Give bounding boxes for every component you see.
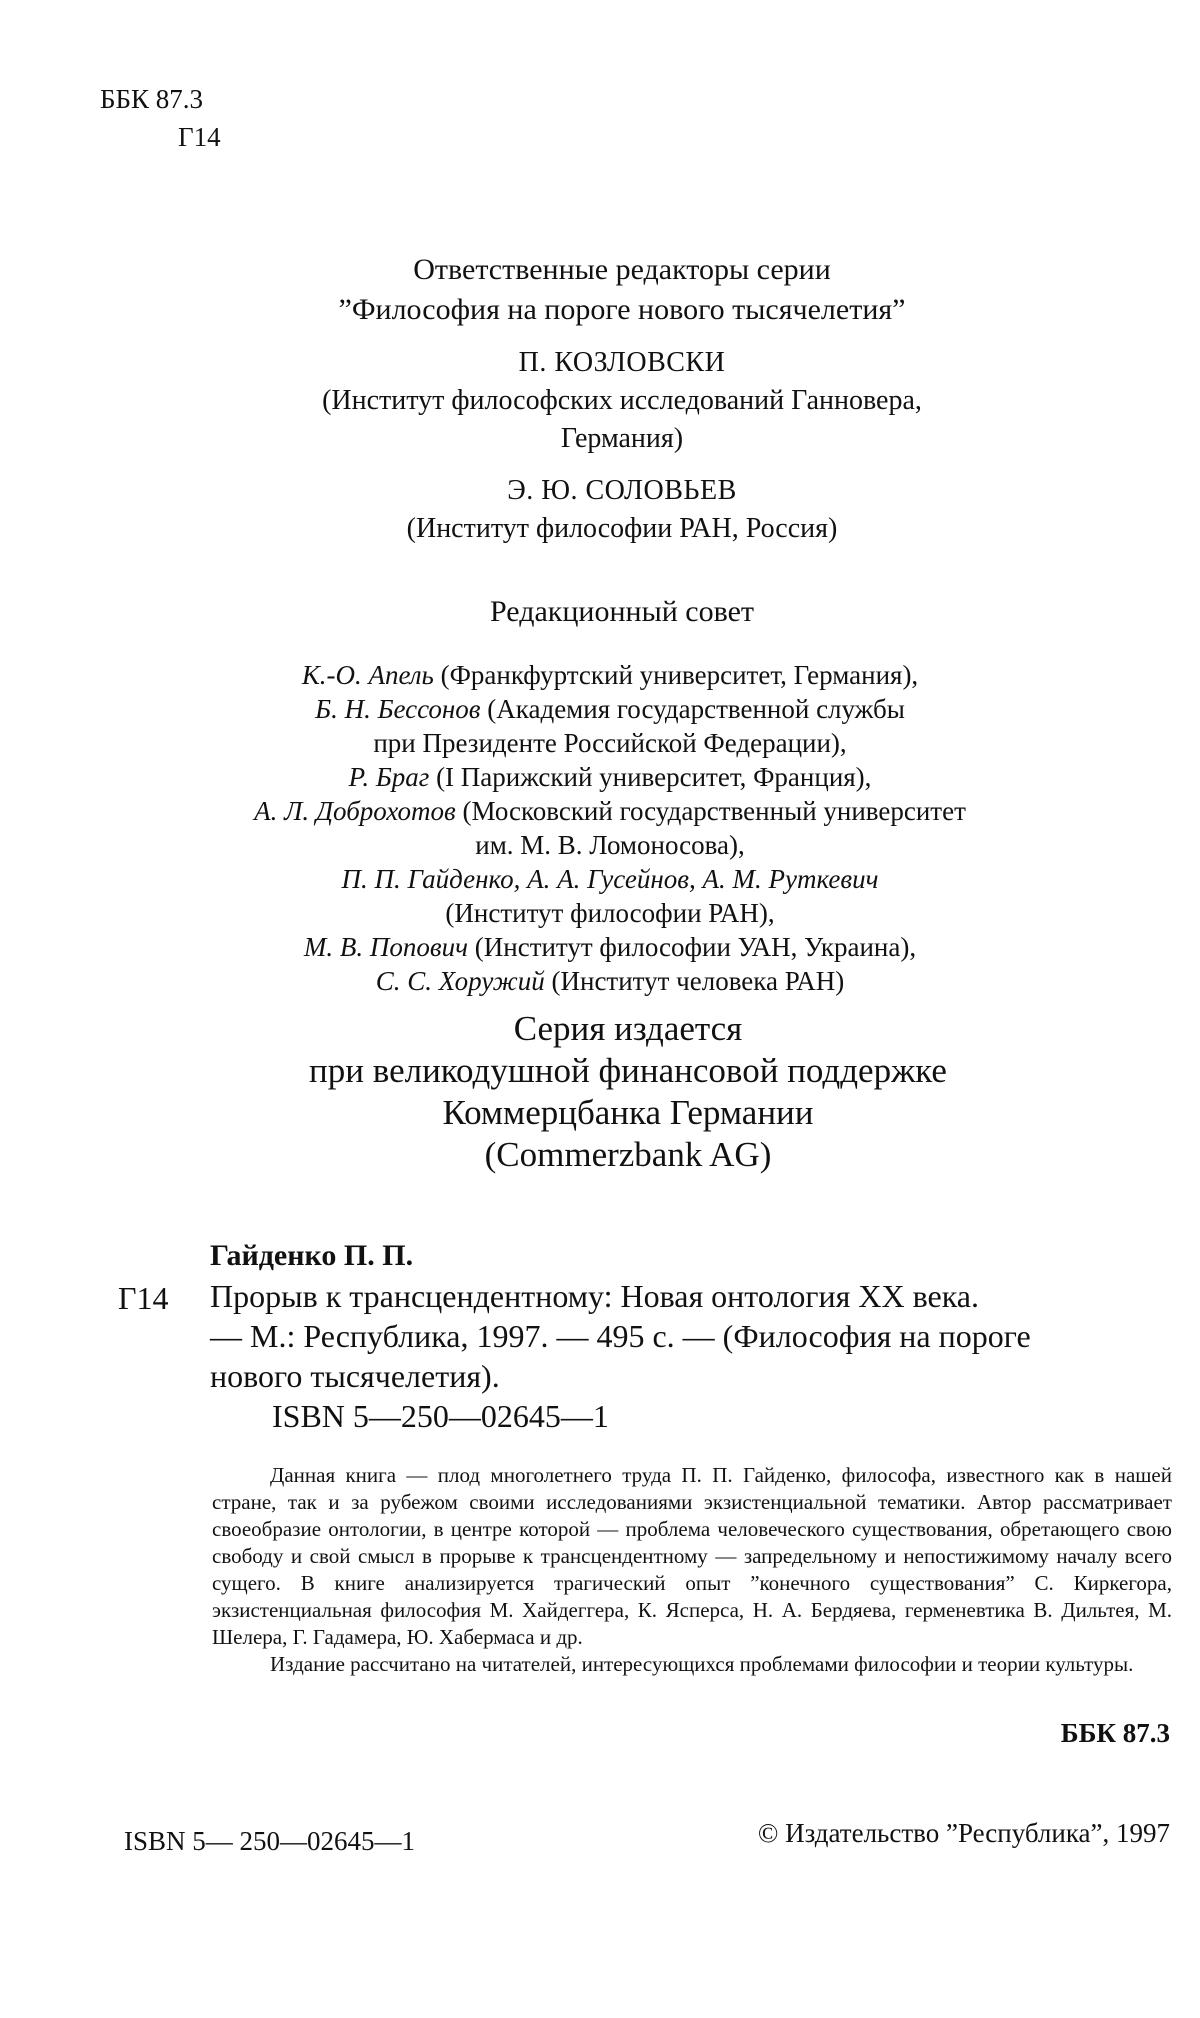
bbk-index: ББК 87.3 (100, 84, 204, 114)
bbk-footer: ББК 87.3 (1060, 1718, 1170, 1748)
board-member-affiliation: (Институт философии РАН), (445, 898, 775, 928)
catalog-title-line1: Прорыв к трансцендентному: Новая онтология XX века. (210, 1278, 979, 1314)
editor2-name: Э. Ю. СОЛОВЬЕВ (507, 475, 737, 506)
editor2-affiliation: (Институт философии РАН, Россия) (406, 513, 838, 544)
catalog-title-line2: — М.: Республика, 1997. — 495 с. — (Философия на пороге (210, 1318, 1031, 1354)
sponsor-line2: при великодушной финансовой поддержке (309, 1051, 947, 1090)
catalog-author: Гайденко П. П. (210, 1239, 414, 1272)
sponsor-line1: Серия издается (513, 1009, 743, 1048)
board-member-affiliation: (Институт человека РАН) (544, 966, 845, 996)
board-member-affiliation: (Академия государственной службы (480, 694, 905, 724)
board-title: Редакционный совет (489, 595, 755, 628)
board-member-line (10, 828, 1200, 862)
board-member-line (10, 964, 1200, 998)
board-members (10, 658, 1200, 998)
catalog-code: Г14 (118, 1280, 169, 1316)
board-member-name: П. П. Гайденко, А. А. Гусейнов, А. М. Руткевич (341, 864, 879, 894)
annotation (212, 1462, 1172, 1678)
catalog-record (210, 1236, 1170, 1436)
isbn-footer: ISBN 5— 250—02645—1 (124, 1826, 416, 1856)
copyright-notice: © Издательство ”Республика”, 1997 (757, 1818, 1170, 1848)
board-member-affiliation: (I Парижский университет, Франция), (429, 762, 872, 792)
board-member-affiliation: (Московский государственный университет (455, 796, 966, 826)
board-member-line (10, 726, 1200, 760)
editor1-affiliation-line1: (Институт философских исследований Ганновера, (322, 385, 922, 416)
board-member-line (10, 896, 1200, 930)
board-member-affiliation: при Президенте Российской Федерации), (373, 728, 847, 758)
board-member-line (10, 760, 1200, 794)
catalog-title-line3: нового тысячелетия). (210, 1358, 500, 1394)
board-member-name: Р. Браг (348, 762, 430, 792)
board-member-name: Б. Н. Бессонов (315, 694, 481, 724)
board-member-name: А. Л. Доброхотов (254, 796, 456, 826)
board-member-affiliation: (Франкфуртский университет, Германия), (433, 660, 919, 690)
board-member-line (10, 692, 1200, 726)
board-member-line (10, 930, 1200, 964)
editors-title-line1: Ответственные редакторы серии (413, 253, 831, 286)
sponsor-note (28, 1008, 1200, 1176)
catalog-isbn: ISBN 5—250—02645—1 (272, 1398, 609, 1434)
board-member-name: К.-О. Апель (301, 660, 434, 690)
series-editors (22, 250, 1200, 548)
editorial-board (22, 592, 1200, 632)
author-code: Г14 (178, 122, 221, 152)
board-member-line (10, 658, 1200, 692)
board-member-name: М. В. Попович (303, 932, 469, 962)
sponsor-line4: (Commerzbank AG) (484, 1135, 772, 1174)
board-member-name: С. С. Хоружий (375, 966, 545, 996)
editor1-affiliation-line2: Германия) (560, 423, 684, 454)
board-member-line (10, 794, 1200, 828)
board-member-line (10, 862, 1200, 896)
sponsor-line3: Коммерцбанка Германии (442, 1093, 814, 1132)
editors-title-line2: ”Философия на пороге нового тысячелетия” (338, 293, 906, 326)
annotation-paragraph2: Издание рассчитано на читателей, интересующихся проблемами философии и теории культуры. (270, 1652, 1134, 1676)
board-member-affiliation: (Институт философии УАН, Украина), (468, 932, 917, 962)
board-member-affiliation: им. М. В. Ломоносова), (475, 830, 745, 860)
annotation-paragraph1: Данная книга — плод многолетнего труда П. П. Гайденко, философа, известного как в нашей стране, так и за рубежом своими исследованиями экзистенциальной тематики. Автор рассматривает своеобразие онтологии, в центре которой — проблема человеческого существования, обретающего свою свободу и свой смысл в прорыве к трансцендентному — запредельному и непостижимому началу всего сущего. В книге анализируется трагический опыт ”конечного существования” С. Киркегора, экзистенциальная философия М. Хайдеггера, К. Ясперса, Н. А. Бердяева, герменевтика В. Дильтея, М. Шелера, Г. Гадамера, Ю. Хабермаса и др. (212, 1463, 1172, 1649)
editor1-name: П. КОЗЛОВСКИ (518, 347, 726, 378)
